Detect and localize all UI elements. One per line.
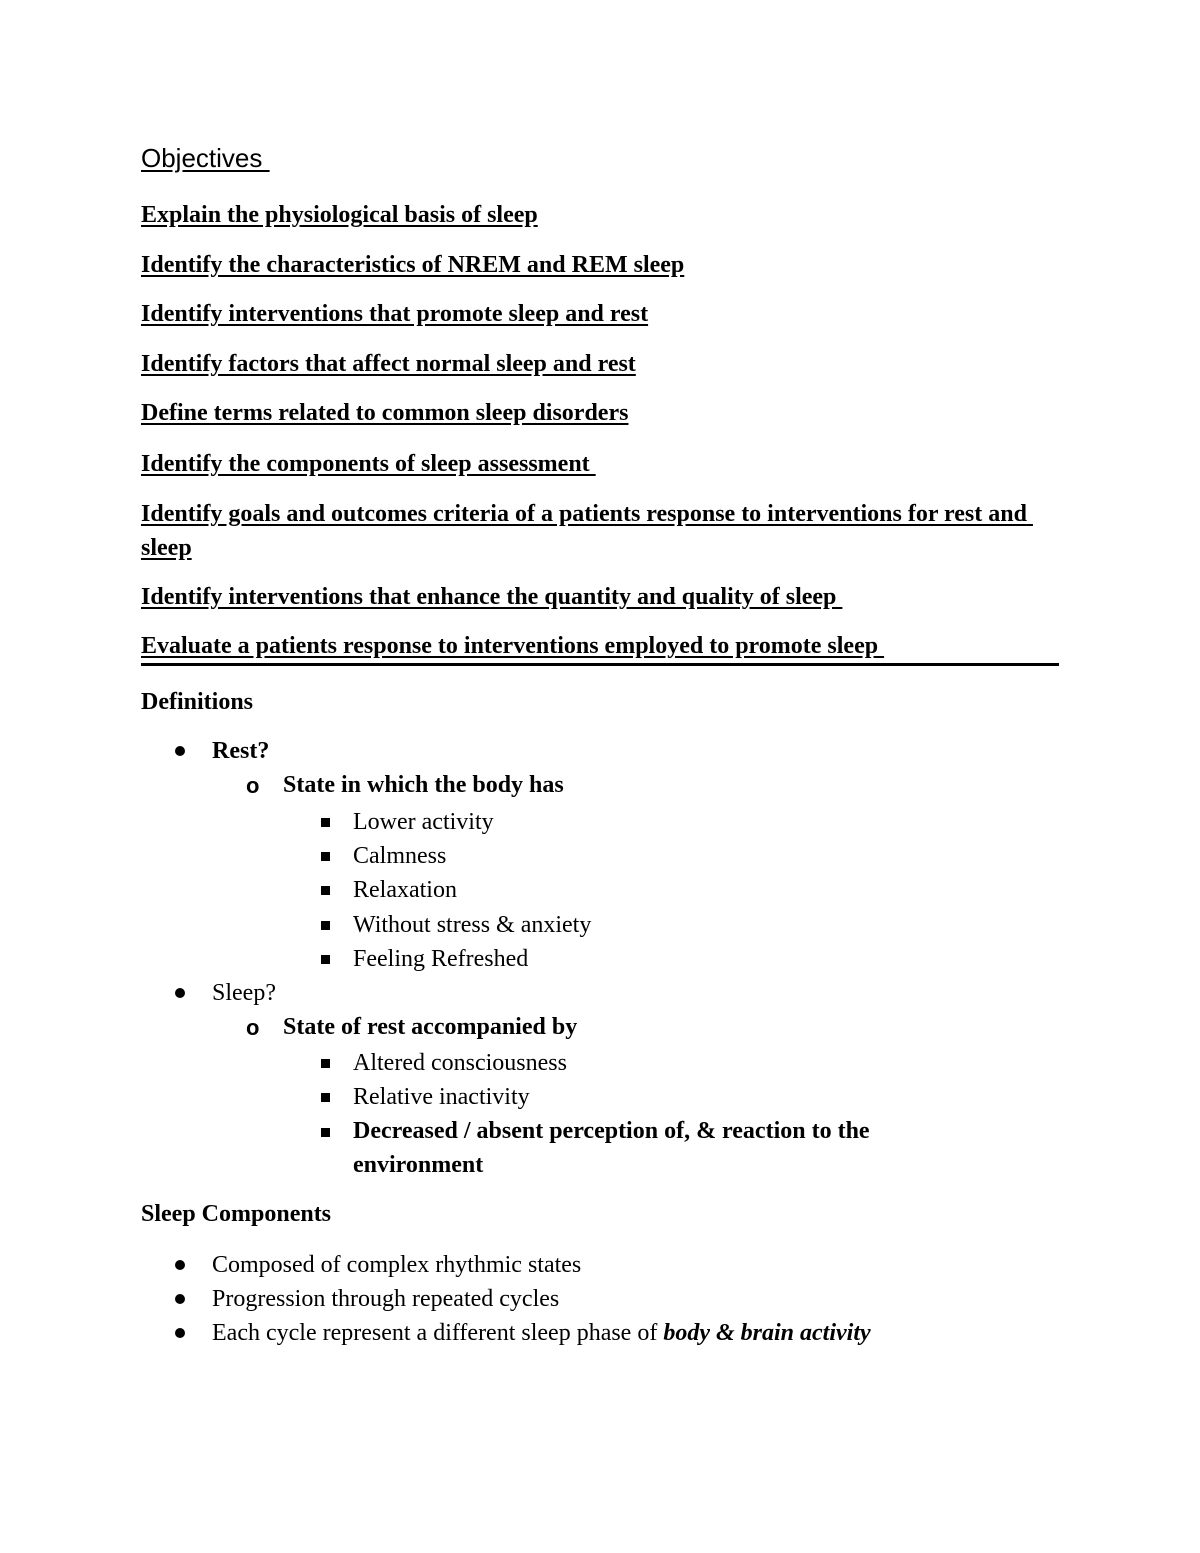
rest-item: Feeling Refreshed bbox=[353, 946, 529, 972]
rest-item: Calmness bbox=[353, 843, 447, 869]
rest-item: Relaxation bbox=[353, 877, 457, 903]
rest-sub-label: State in which the body has bbox=[283, 772, 564, 798]
objective-item: Explain the physiological basis of sleep bbox=[141, 202, 538, 228]
square-bullet-icon bbox=[321, 886, 330, 895]
component-item: Composed of complex rhythmic states bbox=[212, 1252, 582, 1278]
square-bullet-icon bbox=[321, 1059, 330, 1068]
objective-item: Identify goals and outcomes criteria of a patients response to interventions for rest and sleep bbox=[141, 501, 1033, 561]
circle-bullet-icon: o bbox=[246, 1015, 260, 1040]
definitions-heading: Definitions bbox=[141, 689, 254, 715]
sleep-label: Sleep? bbox=[212, 980, 276, 1006]
square-bullet-icon bbox=[321, 921, 330, 930]
square-bullet-icon bbox=[321, 852, 330, 861]
objective-item: Identify the characteristics of NREM and REM sleep bbox=[141, 252, 685, 278]
objective-item: Evaluate a patients response to interventions employed to promote sleep bbox=[141, 633, 885, 659]
component-item: Progression through repeated cycles bbox=[212, 1286, 560, 1312]
component-item-text: Each cycle represent a different sleep phase of bbox=[212, 1320, 664, 1346]
disc-bullet-icon bbox=[175, 988, 185, 998]
sleep-sub-label: State of rest accompanied by bbox=[283, 1014, 578, 1040]
circle-bullet-icon: o bbox=[246, 773, 260, 798]
disc-bullet-icon bbox=[175, 1260, 185, 1270]
objective-item: Identify interventions that enhance the quantity and quality of sleep bbox=[141, 584, 843, 610]
component-item-emphasis: body & brain activity bbox=[663, 1320, 871, 1346]
objective-item: Define terms related to common sleep disorders bbox=[141, 400, 629, 426]
rest-label: Rest? bbox=[212, 738, 270, 764]
objectives-rule bbox=[141, 663, 1059, 666]
sleep-item: Relative inactivity bbox=[353, 1084, 530, 1110]
objectives-heading: Objectives bbox=[141, 143, 270, 173]
sleep-item: Decreased / absent perception of, & reaction to the environment bbox=[353, 1118, 870, 1178]
disc-bullet-icon bbox=[175, 1294, 185, 1304]
sleep-item: Altered consciousness bbox=[353, 1050, 567, 1076]
square-bullet-icon bbox=[321, 955, 330, 964]
disc-bullet-icon bbox=[175, 1328, 185, 1338]
sleep-components-heading: Sleep Components bbox=[141, 1201, 332, 1227]
square-bullet-icon bbox=[321, 1093, 330, 1102]
objective-item: Identify factors that affect normal sleep and rest bbox=[141, 351, 636, 377]
rest-item: Without stress & anxiety bbox=[353, 912, 592, 938]
square-bullet-icon bbox=[321, 818, 330, 827]
objective-item: Identify the components of sleep assessment bbox=[141, 451, 596, 477]
square-bullet-icon bbox=[321, 1128, 330, 1137]
rest-item: Lower activity bbox=[353, 809, 494, 835]
component-item bbox=[212, 1318, 871, 1348]
objective-item: Identify interventions that promote sleep and rest bbox=[141, 301, 649, 327]
disc-bullet-icon bbox=[175, 746, 185, 756]
